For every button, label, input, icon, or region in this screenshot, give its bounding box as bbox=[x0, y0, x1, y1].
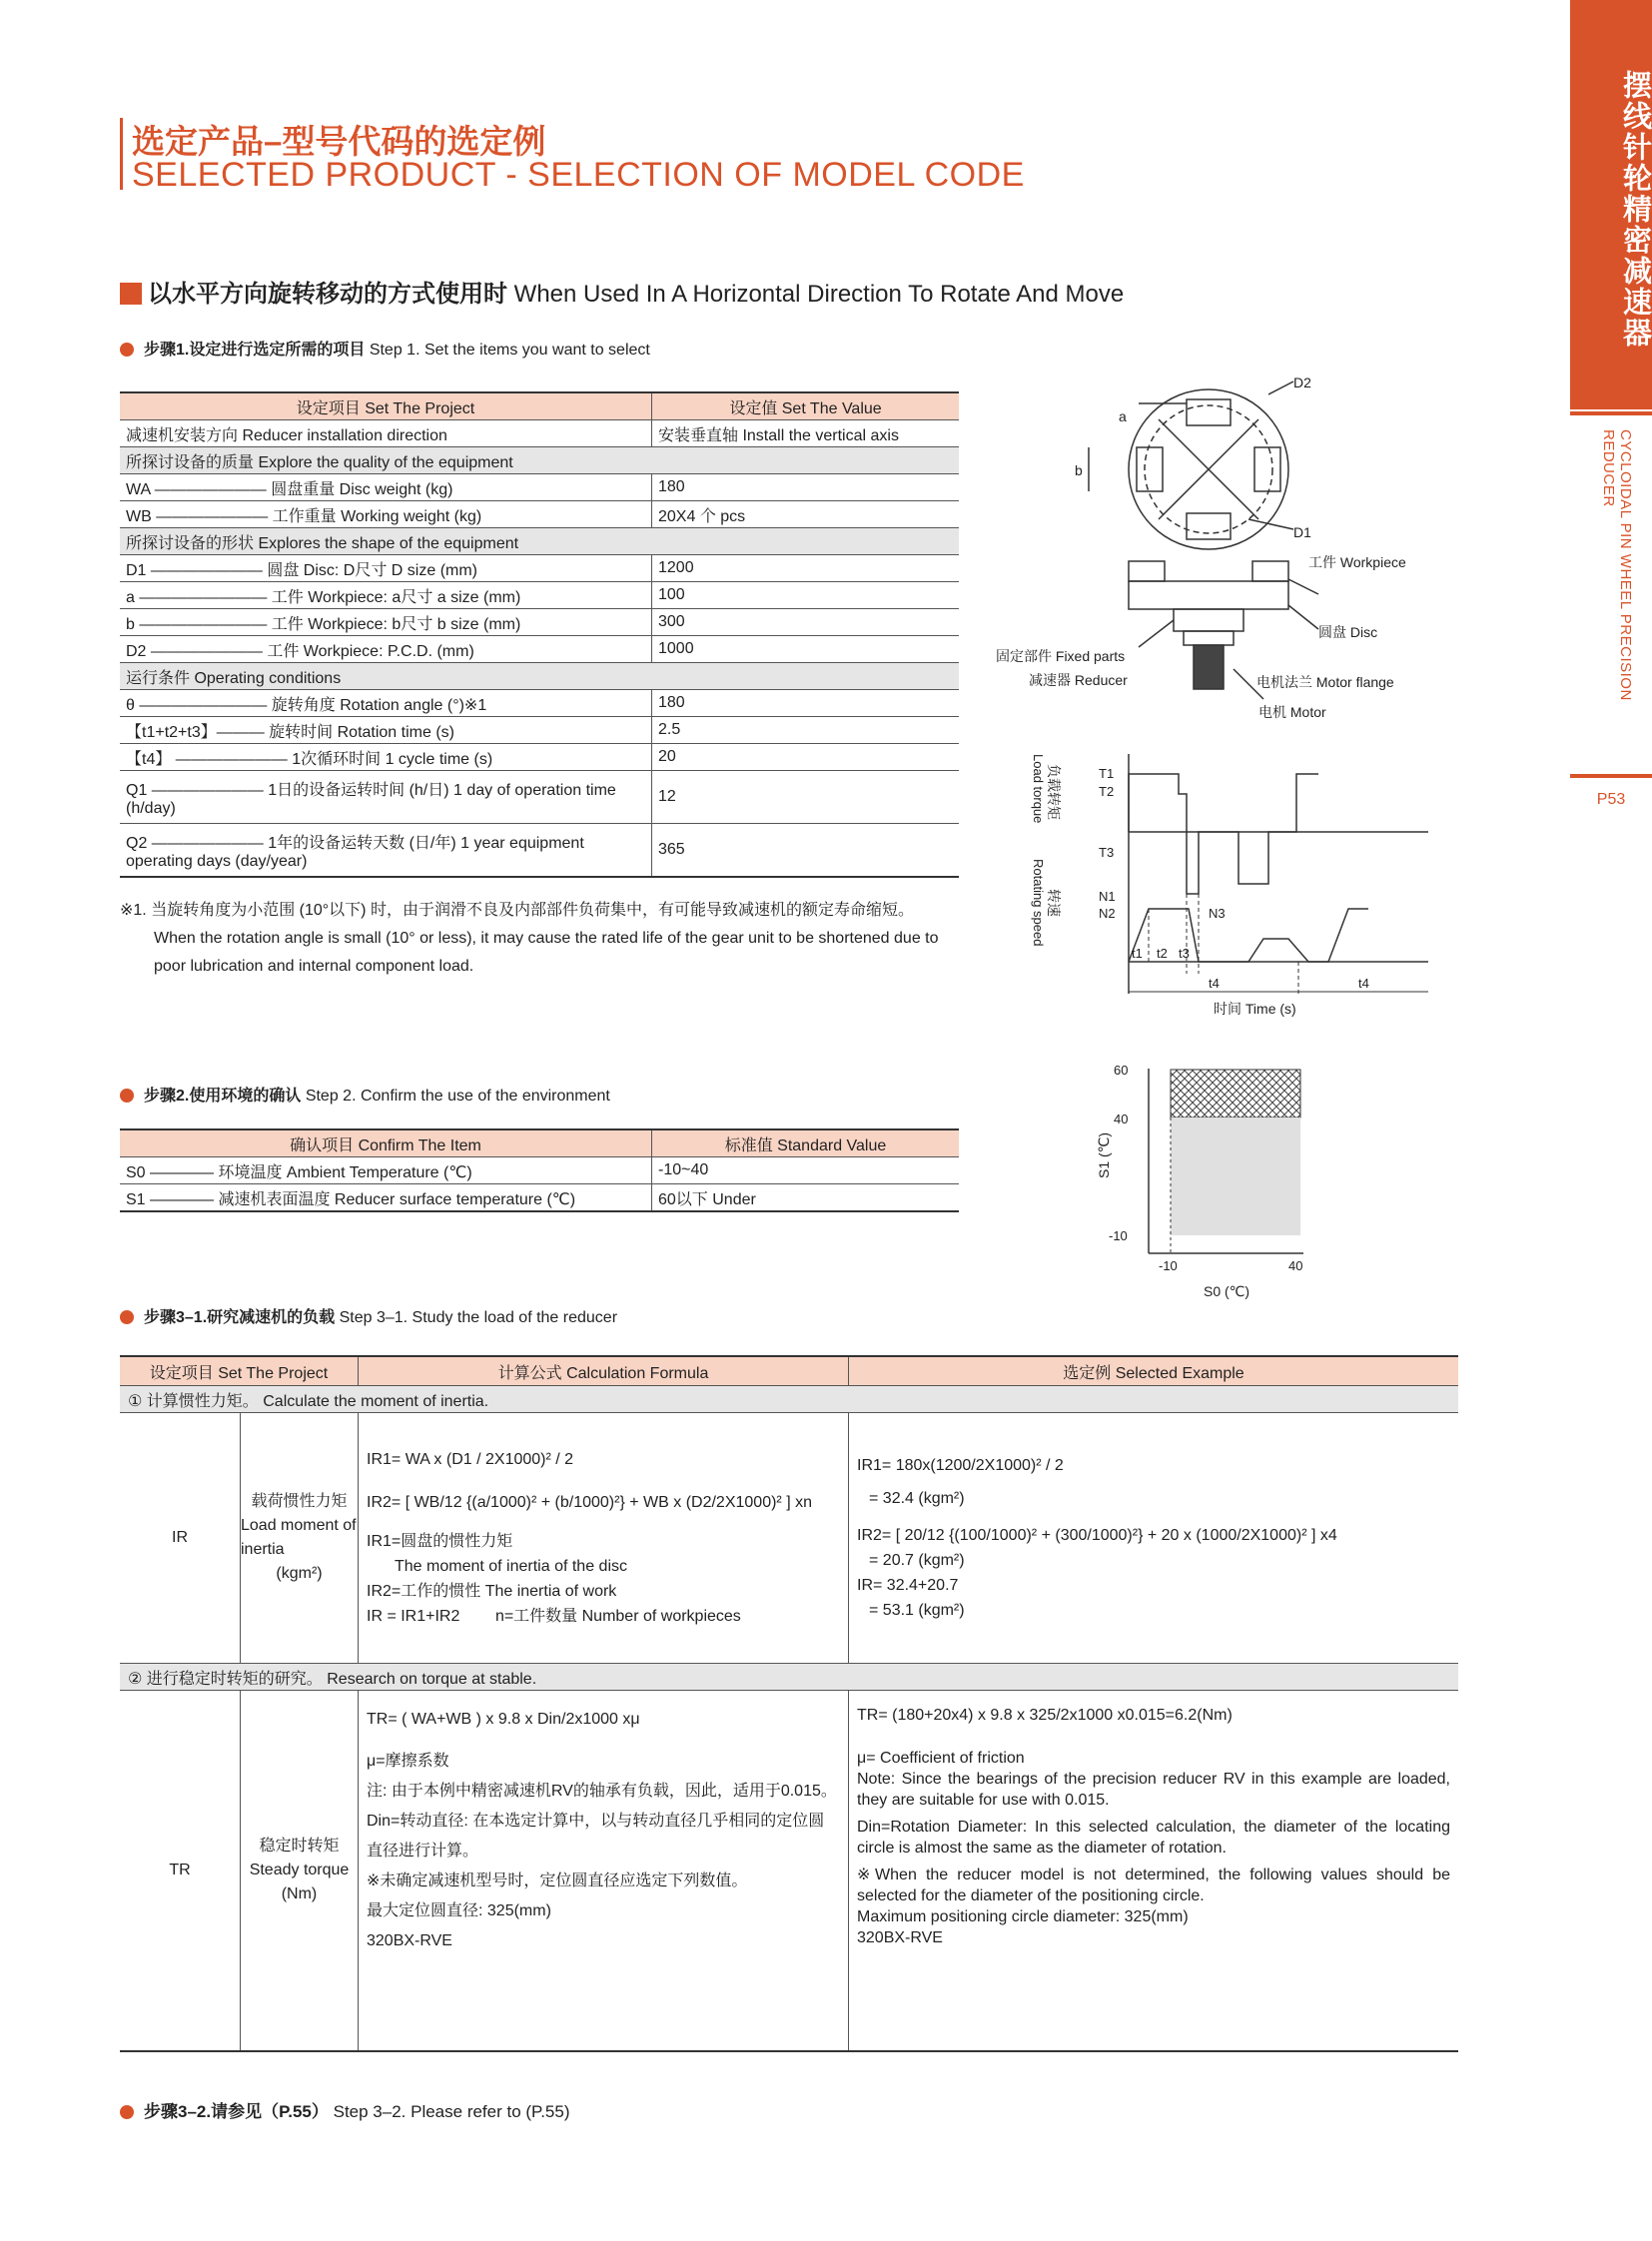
example-line: Maximum positioning circle diameter: 325(mm) bbox=[857, 1908, 1189, 1925]
table-group-row bbox=[120, 447, 959, 474]
ir-name-en: Load moment of inertia bbox=[241, 1517, 357, 1558]
label-b: b bbox=[1075, 462, 1083, 478]
step2-table bbox=[120, 1128, 959, 1212]
square-bullet-icon bbox=[120, 283, 142, 305]
table-cell: ② 进行稳定时转矩的研究。 Research on torque at stable. bbox=[120, 1664, 1458, 1691]
formula-line: ※未确定减速机型号时，定位圆直径应选定下列数值。 bbox=[367, 1872, 748, 1889]
table-row bbox=[120, 824, 959, 878]
table-cell: 100 bbox=[652, 582, 960, 609]
example-line: = 20.7 (kgm²) bbox=[869, 1552, 965, 1569]
table-cell: 12 bbox=[652, 771, 960, 824]
tr-unit: (Nm) bbox=[281, 1885, 318, 1902]
bullet-icon bbox=[120, 1310, 134, 1324]
step1-heading-en: Step 1. Set the items you want to select bbox=[369, 342, 650, 359]
y-tick-40: 40 bbox=[1114, 1112, 1129, 1126]
step1-table bbox=[120, 391, 959, 878]
page-number: P53 bbox=[1596, 791, 1626, 808]
table-row bbox=[120, 555, 959, 582]
tr-formula-cell bbox=[359, 1691, 849, 2052]
step2-heading-cn: 步骤2.使用环境的确认 bbox=[144, 1088, 302, 1105]
table-group-row bbox=[120, 528, 959, 555]
step1-heading bbox=[120, 337, 650, 360]
y-tick-minus10: -10 bbox=[1109, 1228, 1128, 1243]
table-row bbox=[120, 501, 959, 528]
tr-example-cell bbox=[849, 1691, 1459, 2052]
table-cell: 减速机安装方向 Reducer installation direction bbox=[120, 420, 652, 447]
table-cell: WA ——————— 圆盘重量 Disc weight (kg) bbox=[120, 474, 652, 501]
y-axis-label: S1 (℃) bbox=[1096, 1131, 1112, 1178]
table-row bbox=[120, 1157, 959, 1184]
motor-body bbox=[1194, 645, 1224, 689]
formula-line: TR= ( WA+WB ) x 9.8 x Din/2x1000 xμ bbox=[367, 1711, 640, 1728]
step1-heading-cn: 步骤1.设定进行选定所需的项目 bbox=[144, 342, 366, 359]
table-cell: θ ———————— 旋转角度 Rotation angle (°)※1 bbox=[120, 690, 652, 717]
table-cell: 【t4】 ——————— 1次循环时间 1 cycle time (s) bbox=[120, 744, 652, 771]
label-reducer: 减速器 Reducer bbox=[1029, 672, 1128, 688]
table-row bbox=[120, 717, 959, 744]
label-rotating-speed-cn: 转速 bbox=[1046, 889, 1062, 917]
table-cell: Q1 ——————— 1日的设备运转时间 (h/日) 1 day of operation time (h/day) bbox=[120, 771, 652, 824]
label-n2: N2 bbox=[1099, 906, 1116, 921]
example-line: IR= 32.4+20.7 bbox=[857, 1577, 959, 1594]
table-cell: -10~40 bbox=[652, 1157, 960, 1184]
y-tick-60: 60 bbox=[1114, 1063, 1129, 1078]
example-line: ※When the reducer model is not determined, the following values should be selected for the diameter of the positioning circle. bbox=[857, 1867, 1450, 1904]
step32-heading-cn: 步骤3–2.请参见（P.55） bbox=[144, 2102, 329, 2121]
ambient-temp-zone bbox=[1171, 1118, 1300, 1235]
formula-line: IR2=工作的惯性 The inertia of work bbox=[367, 1583, 617, 1600]
tr-symbol: TR bbox=[169, 1862, 191, 1878]
surface-temp-limit-zone bbox=[1171, 1070, 1300, 1118]
label-d2: D2 bbox=[1293, 374, 1311, 390]
workpiece-right bbox=[1254, 447, 1280, 491]
title-accent-bar bbox=[120, 118, 123, 190]
table-cell: 60以下 Under bbox=[652, 1184, 960, 1212]
table-cell: a ———————— 工件 Workpiece: a尺寸 a size (mm) bbox=[120, 582, 652, 609]
example-line: Note: Since the bearings of the precision reducer RV in this example are loaded, they are suitable for use with 0.015. bbox=[857, 1771, 1450, 1809]
footnote bbox=[120, 897, 964, 981]
label-time-axis: 时间 Time (s) bbox=[1214, 1001, 1296, 1017]
reducer-body bbox=[1174, 609, 1243, 631]
table-row bbox=[120, 690, 959, 717]
formula-line: IR1= WA x (D1 / 2X1000)² / 2 bbox=[367, 1451, 574, 1468]
table-header: 确认项目 Confirm The Item bbox=[120, 1129, 652, 1157]
motor-flange bbox=[1184, 631, 1234, 645]
label-fixed-parts: 固定部件 Fixed parts bbox=[996, 648, 1126, 664]
table-header: 设定项目 Set The Project bbox=[120, 392, 652, 420]
bullet-icon bbox=[120, 1089, 134, 1103]
section-heading bbox=[120, 274, 1124, 309]
formula-line: 320BX-RVE bbox=[367, 1932, 452, 1949]
table-cell: 2.5 bbox=[652, 717, 960, 744]
table-row bbox=[120, 474, 959, 501]
table-cell: 300 bbox=[652, 609, 960, 636]
label-t2-torque: T2 bbox=[1099, 784, 1115, 799]
table-row bbox=[120, 1413, 1458, 1664]
table-cell: 20 bbox=[652, 744, 960, 771]
ir-formula-cell bbox=[359, 1413, 849, 1664]
table-cell: 180 bbox=[652, 690, 960, 717]
section-heading-en: When Used In A Horizontal Direction To Rotate And Move bbox=[513, 281, 1125, 308]
table-cell: 1200 bbox=[652, 555, 960, 582]
table-header: 选定例 Selected Example bbox=[849, 1356, 1459, 1386]
temperature-range-chart bbox=[1089, 1039, 1338, 1318]
side-divider bbox=[1570, 774, 1652, 778]
label-a: a bbox=[1119, 408, 1127, 424]
table-cell: WB ——————— 工作重量 Working weight (kg) bbox=[120, 501, 652, 528]
label-load-torque-en: Load torque bbox=[1031, 754, 1046, 824]
side-tab-title: 摆线针轮精密减速器 bbox=[1619, 70, 1651, 349]
step31-heading-cn: 步骤3–1.研究减速机的负载 bbox=[144, 1309, 336, 1326]
label-disc: 圆盘 Disc bbox=[1318, 624, 1378, 640]
table-group-row bbox=[120, 1664, 1458, 1691]
disc-side-view bbox=[1129, 581, 1288, 609]
table-cell: 【t1+t2+t3】——— 旋转时间 Rotation time (s) bbox=[120, 717, 652, 744]
table-row bbox=[120, 420, 959, 447]
step2-heading bbox=[120, 1083, 610, 1106]
x-tick-minus10: -10 bbox=[1159, 1258, 1178, 1273]
table-row bbox=[120, 1184, 959, 1212]
formula-line: IR1=圆盘的惯性力矩 bbox=[367, 1533, 513, 1550]
table-row bbox=[120, 636, 959, 663]
label-t4: t4 bbox=[1209, 976, 1220, 991]
label-d1: D1 bbox=[1293, 524, 1311, 540]
table-cell bbox=[120, 1413, 359, 1664]
table-header: 设定值 Set The Value bbox=[652, 392, 960, 420]
page-title-cn: 选定产品–型号代码的选定例 bbox=[132, 123, 546, 160]
table-cell: b ———————— 工件 Workpiece: b尺寸 b size (mm) bbox=[120, 609, 652, 636]
table-cell: 365 bbox=[652, 824, 960, 878]
ir-symbol: IR bbox=[172, 1529, 188, 1546]
table-row bbox=[120, 771, 959, 824]
table-row bbox=[120, 582, 959, 609]
table-cell: 安装垂直轴 Install the vertical axis bbox=[652, 420, 960, 447]
bullet-icon bbox=[120, 343, 134, 357]
formula-line: IR2= [ WB/12 {(a/1000)² + (b/1000)²} + WB x (D2/2X1000)² ] xn bbox=[367, 1494, 812, 1511]
torque-curve bbox=[1129, 774, 1318, 894]
table-cell: 所探讨设备的质量 Explore the quality of the equipment bbox=[120, 447, 959, 474]
table-cell: D1 ——————— 圆盘 Disc: D尺寸 D size (mm) bbox=[120, 555, 652, 582]
table-cell: S1 ———— 减速机表面温度 Reducer surface temperature (℃) bbox=[120, 1184, 652, 1212]
side-tab bbox=[1570, 0, 1652, 409]
label-motor: 电机 Motor bbox=[1258, 704, 1326, 720]
step32-heading-en: Step 3–2. Please refer to (P.55) bbox=[333, 2102, 570, 2121]
label-t1: t1 bbox=[1132, 946, 1143, 961]
footnote-en: When the rotation angle is small (10° or less), it may cause the rated life of the gear unit to be shortened due to poor lubrication and internal component load. bbox=[154, 930, 939, 975]
label-n1: N1 bbox=[1099, 889, 1116, 904]
table-cell: ① 计算惯性力矩。 Calculate the moment of inertia. bbox=[120, 1386, 1458, 1413]
example-line: Din=Rotation Diameter: In this selected calculation, the diameter of the locating circle is almost the same as the diameter of rotation. bbox=[857, 1819, 1450, 1857]
example-line: TR= (180+20x4) x 9.8 x 325/2x1000 x0.015=6.2(Nm) bbox=[857, 1707, 1233, 1724]
table-cell: 所探讨设备的形状 Explores the shape of the equipment bbox=[120, 528, 959, 555]
timing-diagram bbox=[1029, 744, 1448, 1024]
ir-unit: (kgm²) bbox=[276, 1565, 323, 1582]
formula-line: μ=摩擦系数 bbox=[367, 1753, 449, 1770]
step31-heading-en: Step 3–1. Study the load of the reducer bbox=[339, 1309, 618, 1326]
example-line: μ= Coefficient of friction bbox=[857, 1750, 1025, 1767]
table-header: 设定项目 Set The Project bbox=[120, 1356, 359, 1386]
table-cell: 1000 bbox=[652, 636, 960, 663]
x-axis-label: S0 (℃) bbox=[1204, 1283, 1250, 1299]
label-workpiece: 工件 Workpiece bbox=[1308, 554, 1406, 570]
table-cell: Q2 ——————— 1年的设备运转天数 (日/年) 1 year equipment operating days (day/year) bbox=[120, 824, 652, 878]
example-line: = 53.1 (kgm²) bbox=[869, 1602, 965, 1619]
label-rotating-speed-en: Rotating speed bbox=[1031, 859, 1046, 947]
ir-description bbox=[240, 1413, 358, 1663]
table-cell: S0 ———— 环境温度 Ambient Temperature (℃) bbox=[120, 1157, 652, 1184]
ir-example-cell bbox=[849, 1413, 1459, 1664]
formula-line: IR = IR1+IR2 n=工件数量 Number of workpieces bbox=[367, 1608, 741, 1625]
workpiece-left bbox=[1137, 447, 1163, 491]
table-header: 计算公式 Calculation Formula bbox=[359, 1356, 849, 1386]
page-title-en: SELECTED PRODUCT - SELECTION OF MODEL CODE bbox=[132, 156, 1025, 194]
label-t1-torque: T1 bbox=[1099, 766, 1115, 781]
equipment-diagram bbox=[989, 370, 1438, 729]
table-cell: D2 ——————— 工件 Workpiece: P.C.D. (mm) bbox=[120, 636, 652, 663]
table-group-row bbox=[120, 663, 959, 690]
label-t3-torque: T3 bbox=[1099, 845, 1115, 860]
formula-line: Din=转动直径: 在本选定计算中，以与转动直径几乎相同的定位圆直径进行计算。 bbox=[367, 1813, 825, 1860]
ir-name-cn: 载荷惯性力矩 bbox=[251, 1493, 348, 1510]
label-t2: t2 bbox=[1157, 946, 1168, 961]
example-line: IR1= 180x(1200/2X1000)² / 2 bbox=[857, 1457, 1064, 1474]
section-heading-cn: 以水平方向旋转移动的方式使用时 bbox=[148, 281, 507, 308]
step2-heading-en: Step 2. Confirm the use of the environment bbox=[305, 1088, 610, 1105]
bullet-icon bbox=[120, 2105, 134, 2119]
workpiece-bottom bbox=[1187, 513, 1231, 539]
label-t4: t4 bbox=[1358, 976, 1369, 991]
table-group-row bbox=[120, 1386, 1458, 1413]
table-row bbox=[120, 744, 959, 771]
table-row bbox=[120, 609, 959, 636]
footnote-cn: ※1. 当旋转角度为小范围 (10°以下) 时，由于润滑不良及内部部件负荷集中，有可能导致减速机的额定寿命缩短。 bbox=[120, 902, 914, 919]
table-header: 标准值 Standard Value bbox=[652, 1129, 960, 1157]
formula-line: 注: 由于本例中精密减速机RV的轴承有负载，因此，适用于0.015。 bbox=[367, 1783, 837, 1800]
table-cell: 20X4 个 pcs bbox=[652, 501, 960, 528]
example-line: = 32.4 (kgm²) bbox=[869, 1490, 965, 1507]
formula-line: 最大定位圆直径: 325(mm) bbox=[367, 1902, 551, 1919]
side-divider bbox=[1570, 411, 1652, 415]
step31-heading bbox=[120, 1304, 617, 1327]
tr-name-cn: 稳定时转矩 bbox=[259, 1838, 340, 1855]
table-cell: 180 bbox=[652, 474, 960, 501]
table-cell: 运行条件 Operating conditions bbox=[120, 663, 959, 690]
label-t3: t3 bbox=[1179, 946, 1190, 961]
step32-heading bbox=[120, 2097, 570, 2122]
table-cell bbox=[120, 1691, 359, 2052]
label-motor-flange: 电机法兰 Motor flange bbox=[1256, 674, 1394, 690]
example-line: 320BX-RVE bbox=[857, 1929, 943, 1946]
tr-description bbox=[240, 1691, 358, 2050]
x-tick-40: 40 bbox=[1288, 1258, 1303, 1273]
formula-line: The moment of inertia of the disc bbox=[395, 1558, 627, 1575]
label-n3: N3 bbox=[1209, 906, 1226, 921]
side-tab-english: CYCLOIDAL PIN WHEEL PRECISION REDUCER bbox=[1600, 429, 1634, 701]
label-load-torque-cn: 负载转矩 bbox=[1046, 764, 1062, 820]
workpiece-top bbox=[1187, 399, 1231, 425]
step31-table bbox=[120, 1355, 1458, 2052]
table-row bbox=[120, 1691, 1458, 2052]
tr-name-en: Steady torque bbox=[249, 1862, 350, 1878]
example-line: IR2= [ 20/12 {(100/1000)² + (300/1000)²} + 20 x (1000/2X1000)² ] x4 bbox=[857, 1527, 1337, 1544]
